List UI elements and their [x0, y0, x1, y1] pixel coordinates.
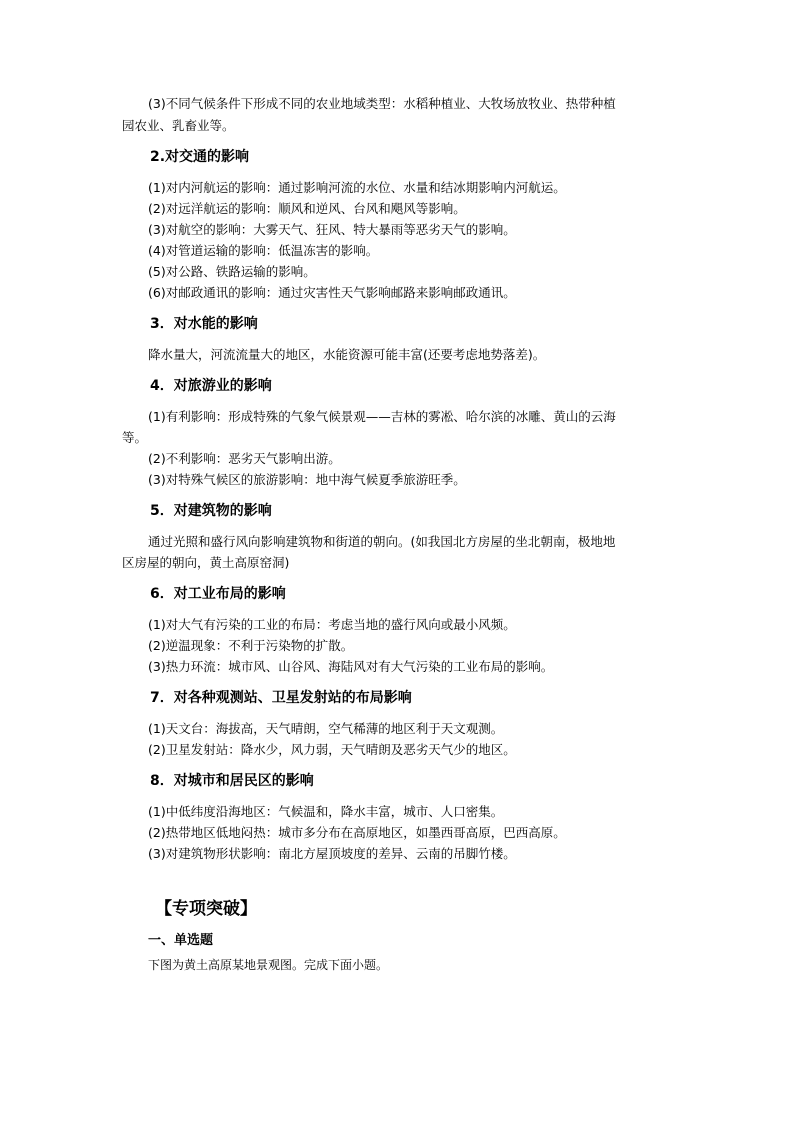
section-title-breakthrough: 【专项突破】: [155, 899, 257, 919]
tourism-item-3: (3)对特殊气候区的旅游影响：地中海气候夏季旅游旺季。: [148, 472, 466, 487]
building-text-line-1: 通过光照和盛行风向影响建筑物和街道的朝向。(如我国北方房屋的坐北朝南，极地地: [148, 534, 616, 549]
agri-item-3-line-2: 园农业、乳畜业等。: [122, 118, 235, 133]
industry-item-1: (1)对大气有污染的工业的布局：考虑当地的盛行风向或最小风频。: [148, 617, 516, 632]
heading-city: 8．对城市和居民区的影响: [150, 773, 314, 789]
traffic-item-2: (2)对远洋航运的影响：顺风和逆风、台风和飓风等影响。: [148, 201, 466, 216]
hydro-text: 降水量大，河流流量大的地区，水能资源可能丰富(还要考虑地势落差)。: [148, 347, 546, 362]
industry-item-2: (2)逆温现象：不利于污染物的扩散。: [148, 638, 354, 653]
tourism-item-2: (2)不利影响：恶劣天气影响出游。: [148, 451, 341, 466]
section-single-choice: 一、单选题: [148, 933, 214, 948]
heading-industry: 6．对工业布局的影响: [150, 586, 286, 602]
tourism-item-1-line-1: (1)有利影响：形成特殊的气象气候景观——吉林的雾凇、哈尔滨的冰雕、黄山的云海: [148, 409, 616, 424]
heading-stations: 7．对各种观测站、卫星发射站的布局影响: [150, 690, 412, 706]
traffic-item-3: (3)对航空的影响：大雾天气、狂风、特大暴雨等恶劣天气的影响。: [148, 222, 516, 237]
agri-item-3-line-1: (3)不同气候条件下形成不同的农业地域类型：水稻种植业、大牧场放牧业、热带种植: [148, 96, 616, 111]
building-text-line-2: 区房屋的朝向，黄土高原窑洞): [122, 555, 290, 570]
heading-traffic: 2.对交通的影响: [150, 149, 250, 165]
heading-building: 5．对建筑物的影响: [150, 503, 272, 519]
city-item-2: (2)热带地区低地闷热：城市多分布在高原地区，如墨西哥高原，巴西高原。: [148, 825, 566, 840]
industry-item-3: (3)热力环流：城市风、山谷风、海陆风对有大气污染的工业布局的影响。: [148, 659, 554, 674]
city-item-1: (1)中低纬度沿海地区：气候温和，降水丰富，城市、人口密集。: [148, 804, 504, 819]
traffic-item-4: (4)对管道运输的影响：低温冻害的影响。: [148, 243, 379, 258]
question-intro: 下图为黄土高原某地景观图。完成下面小题。: [148, 958, 389, 972]
traffic-item-5: (5)对公路、铁路运输的影响。: [148, 264, 316, 279]
stations-item-1: (1)天文台：海拔高，天气晴朗，空气稀薄的地区利于天文观测。: [148, 721, 504, 736]
traffic-item-6: (6)对邮政通讯的影响：通过灾害性天气影响邮路来影响邮政通讯。: [148, 285, 516, 300]
heading-hydro: 3．对水能的影响: [150, 316, 258, 332]
stations-item-2: (2)卫星发射站：降水少，风力弱，天气晴朗及恶劣天气少的地区。: [148, 742, 516, 757]
heading-tourism: 4．对旅游业的影响: [150, 378, 272, 394]
tourism-item-1-line-2: 等。: [122, 430, 148, 445]
city-item-3: (3)对建筑物形状影响：南北方屋顶坡度的差异、云南的吊脚竹楼。: [148, 846, 516, 861]
traffic-item-1: (1)对内河航运的影响：通过影响河流的水位、水量和结冰期影响内河航运。: [148, 180, 566, 195]
